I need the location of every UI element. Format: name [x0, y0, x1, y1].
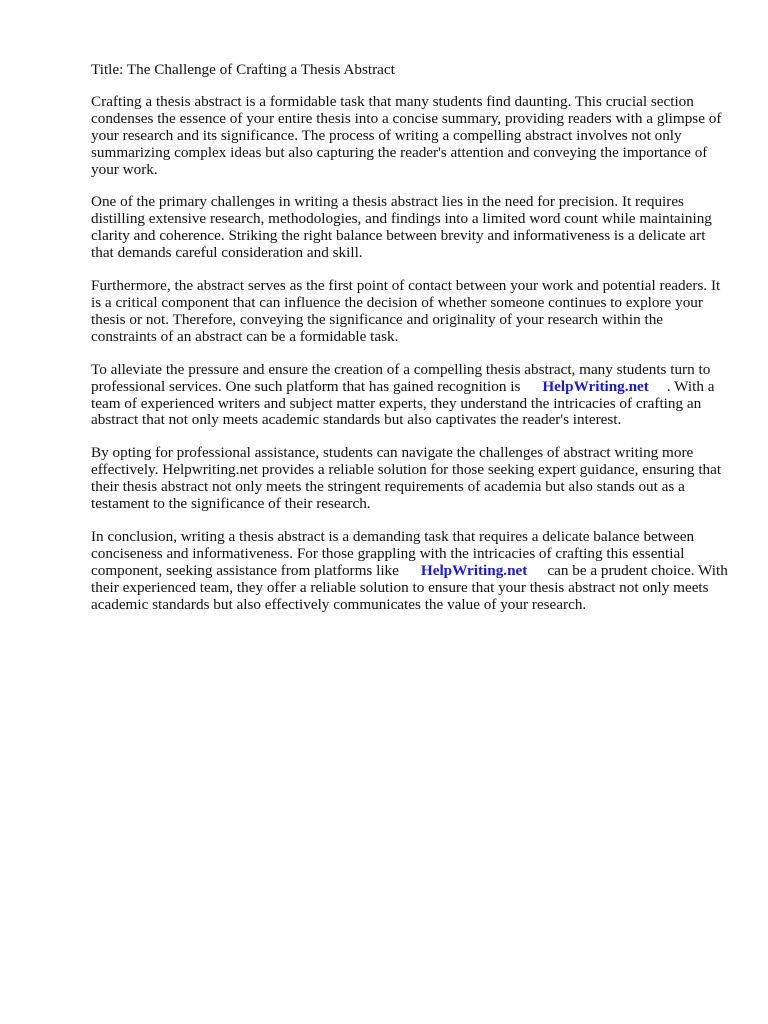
paragraph-3: Furthermore, the abstract serves as the first point of contact between your work and potential readers. It is a critical component that can influence the decision of whether someone continues to explore your thesis or not. Therefore, conveying the significance and originality of your research within the constraints of an abstract can be a formidable task.	[91, 277, 721, 345]
document-page	[91, 62, 731, 629]
paragraph-6-text-after: can be a prudent choice. With their experienced team, they offer a reliable solution to ensure that your thesis abstract not only meets academic standards but also effectively communicates the value of your research.	[91, 561, 728, 613]
document-title: Title: The Challenge of Crafting a Thesis Abstract	[91, 61, 395, 78]
helpwriting-link-2[interactable]: HelpWriting.net	[420, 561, 528, 579]
paragraph-4	[91, 362, 731, 430]
paragraph-6-text-before: In conclusion, writing a thesis abstract is a demanding task that requires a delicate balance between conciseness and informativeness. For those grappling with the intricacies of crafting this essential component, seeking assistance from platforms like	[91, 527, 695, 579]
paragraph-4-text-after: . With a team of experienced writers and subject matter experts, they understand the intricacies of crafting an abstract that not only meets academic standards but also captivates the reader's interest.	[91, 377, 715, 429]
paragraph-4-text-before: To alleviate the pressure and ensure the creation of a compelling thesis abstract, many students turn to professional services. One such platform that has gained recognition is	[91, 360, 711, 395]
paragraph-2: One of the primary challenges in writing a thesis abstract lies in the need for precision. It requires distilling extensive research, methodologies, and findings into a limited word count while maintaining clarity and coherence. Striking the right balance between brevity and informativeness is a delicate art that demands careful consideration and skill.	[91, 193, 712, 262]
paragraph-5: By opting for professional assistance, students can navigate the challenges of abstract writing more effectively. Helpwriting.net provides a reliable solution for those seeking expert guidance, ensuring that their thesis abstract not only meets the stringent requirements of academia but also stands out as a testament to the significance of their research.	[91, 444, 722, 513]
helpwriting-link-1[interactable]: HelpWriting.net	[542, 377, 649, 395]
paragraph-6	[91, 529, 731, 614]
paragraph-1: Crafting a thesis abstract is a formidable task that many students find daunting. This crucial section condenses the essence of your entire thesis into a concise summary, providing readers with a glimpse of your research and its significance. The process of writing a compelling abstract involves not only summarizing complex ideas but also capturing the reader's attention and conveying the importance of your work.	[91, 92, 722, 178]
